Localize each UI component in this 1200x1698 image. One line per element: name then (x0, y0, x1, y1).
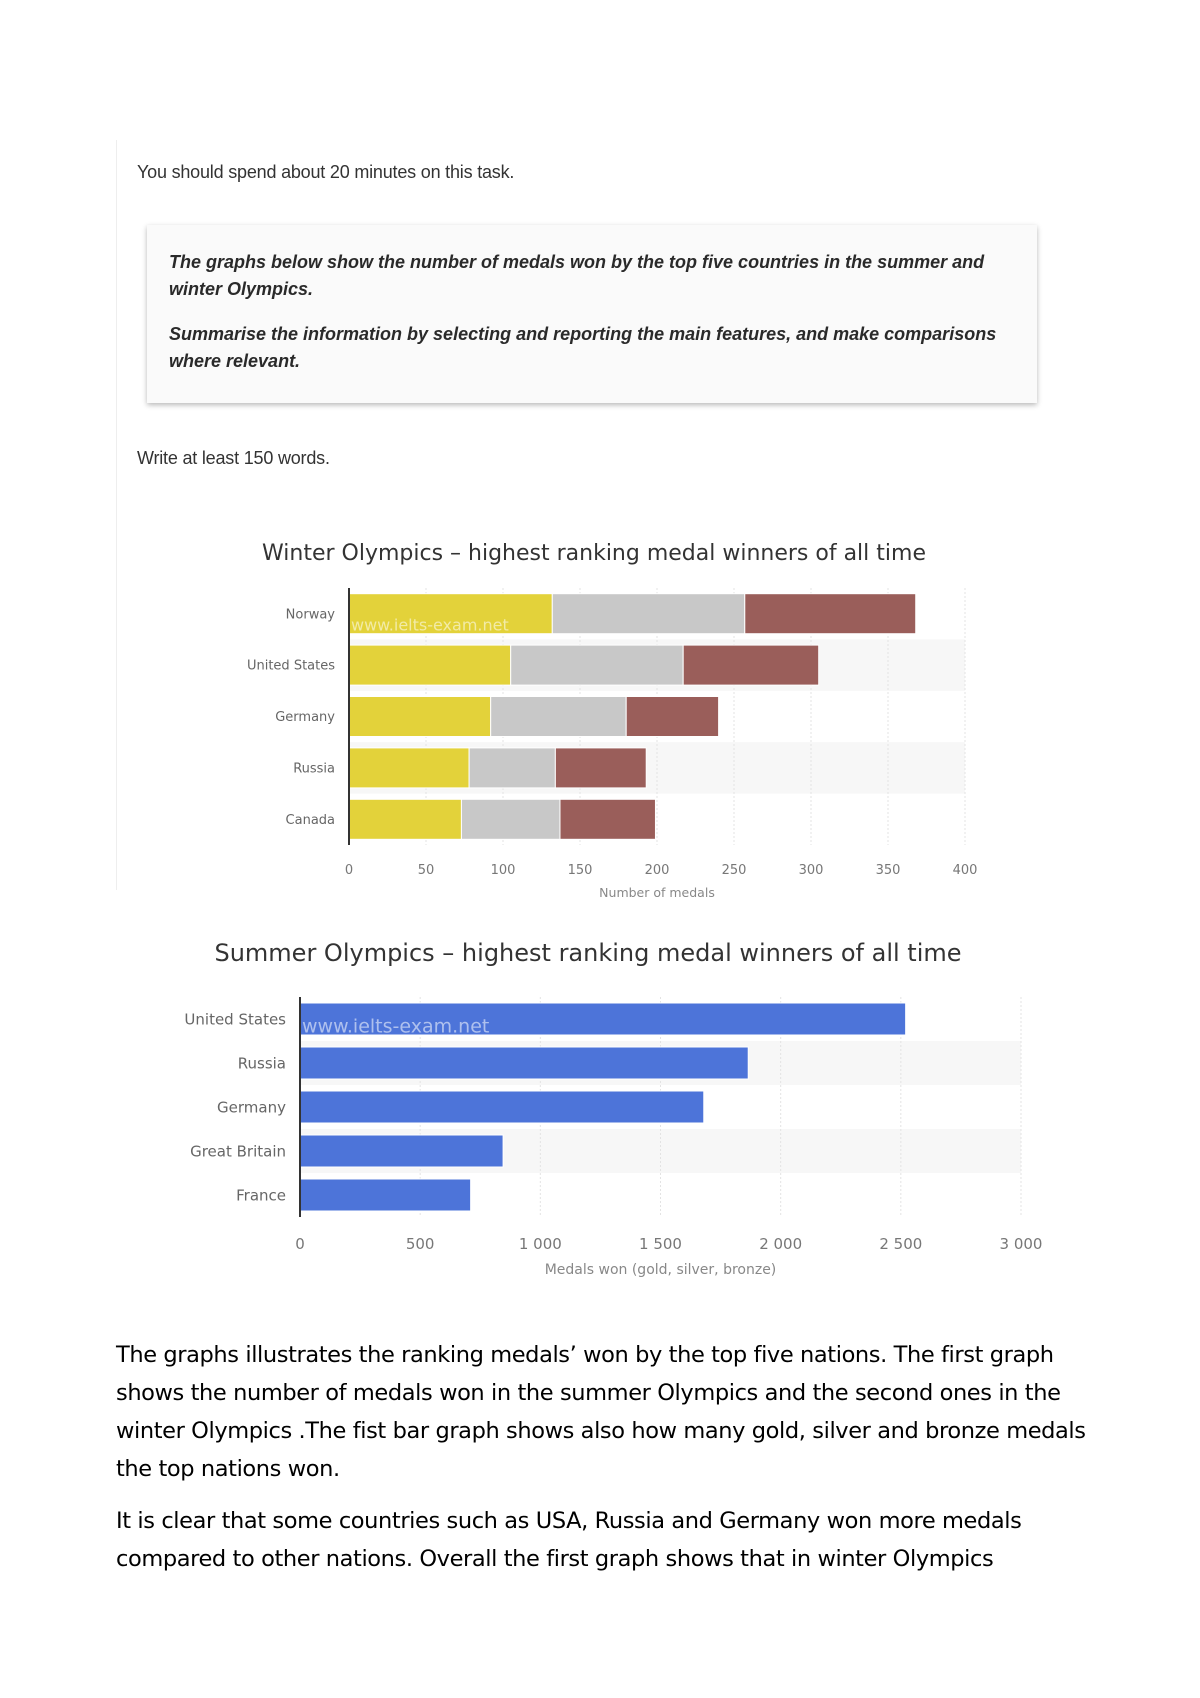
x-axis-label: Medals won (gold, silver, bronze) (544, 1262, 777, 1278)
x-tick-label: 300 (798, 863, 824, 878)
bar-united-states-s3 (683, 645, 819, 685)
essay-paragraph-1: The graphs illustrates the ranking medals’ won by the top five nations. The first graph shows the number of medals won in the summer Olympics and the second ones in the winter Olympics .The fist bar graph shows also how many gold, silver and bronze medals the top nations won. (116, 1342, 1086, 1482)
x-tick-label: 350 (875, 863, 901, 878)
bar-norway-s2 (552, 594, 745, 634)
prompt-line-1: The graphs below show the number of medals won by the top five countries in the summer and winter Olympics. (169, 252, 985, 299)
x-tick-label: 3 000 (999, 1235, 1043, 1253)
x-tick-label: 2 000 (759, 1235, 803, 1253)
essay-text (116, 1336, 1106, 1592)
category-label: Norway (285, 607, 335, 623)
x-tick-label: 0 (344, 863, 354, 878)
x-tick-label: 200 (644, 863, 670, 878)
bar-united-states-s1 (349, 645, 511, 685)
chart-title: Winter Olympics – highest ranking medal winners of all time (262, 541, 926, 566)
prompt-line-2: Summarise the information by selecting and reporting the main features, and make comparisons where relevant. (169, 324, 997, 371)
x-tick-label: 50 (417, 863, 435, 878)
summer-olympics-chart (0, 925, 1200, 1285)
bar-germany-s2 (491, 697, 627, 737)
x-tick-label: 0 (295, 1235, 305, 1253)
category-label: Germany (217, 1098, 286, 1117)
x-tick-label: 1 500 (639, 1235, 682, 1253)
category-label: Canada (285, 812, 335, 828)
x-tick-label: 150 (567, 863, 593, 878)
bar-france-s1 (300, 1179, 471, 1211)
category-label: Russia (237, 1054, 286, 1073)
word-limit-text: Write at least 150 words. (137, 448, 330, 468)
essay-paragraph-2: It is clear that some countries such as USA, Russia and Germany won more medals compared to other nations. Overall the first graph shows that in winter Olympics (116, 1508, 1022, 1572)
x-tick-label: 250 (721, 863, 747, 878)
category-label: Germany (275, 710, 335, 726)
prompt-box (147, 225, 1037, 403)
watermark: www.ielts-exam.net (302, 1015, 490, 1038)
watermark: www.ielts-exam.net (351, 615, 509, 635)
x-tick-label: 400 (952, 863, 978, 878)
bar-canada-s2 (461, 799, 560, 839)
bar-russia-s2 (469, 748, 555, 788)
bar-russia-s1 (300, 1047, 748, 1079)
bar-united-states-s2 (511, 645, 683, 685)
x-tick-label: 500 (405, 1235, 435, 1253)
category-label: United States (184, 1010, 286, 1029)
bar-russia-s1 (349, 748, 469, 788)
x-tick-label: 100 (490, 863, 516, 878)
bar-russia-s3 (555, 748, 646, 788)
bar-canada-s3 (560, 799, 655, 839)
bar-germany-s1 (349, 697, 491, 737)
bar-great-britain-s1 (300, 1135, 503, 1167)
category-label: Russia (293, 761, 335, 777)
bar-canada-s1 (349, 799, 461, 839)
chart-title: Summer Olympics – highest ranking medal winners of all time (214, 939, 962, 967)
bar-germany-s1 (300, 1091, 704, 1123)
bar-norway-s3 (745, 594, 916, 634)
category-label: United States (246, 658, 335, 674)
instruction-text: You should spend about 20 minutes on this task. (137, 162, 515, 182)
x-tick-label: 2 500 (879, 1235, 923, 1253)
x-axis-label: Number of medals (599, 885, 715, 900)
category-label: France (236, 1186, 286, 1205)
winter-olympics-chart (0, 525, 1200, 900)
category-label: Great Britain (190, 1142, 286, 1161)
x-tick-label: 1 000 (518, 1235, 562, 1253)
bar-germany-s3 (626, 697, 718, 737)
